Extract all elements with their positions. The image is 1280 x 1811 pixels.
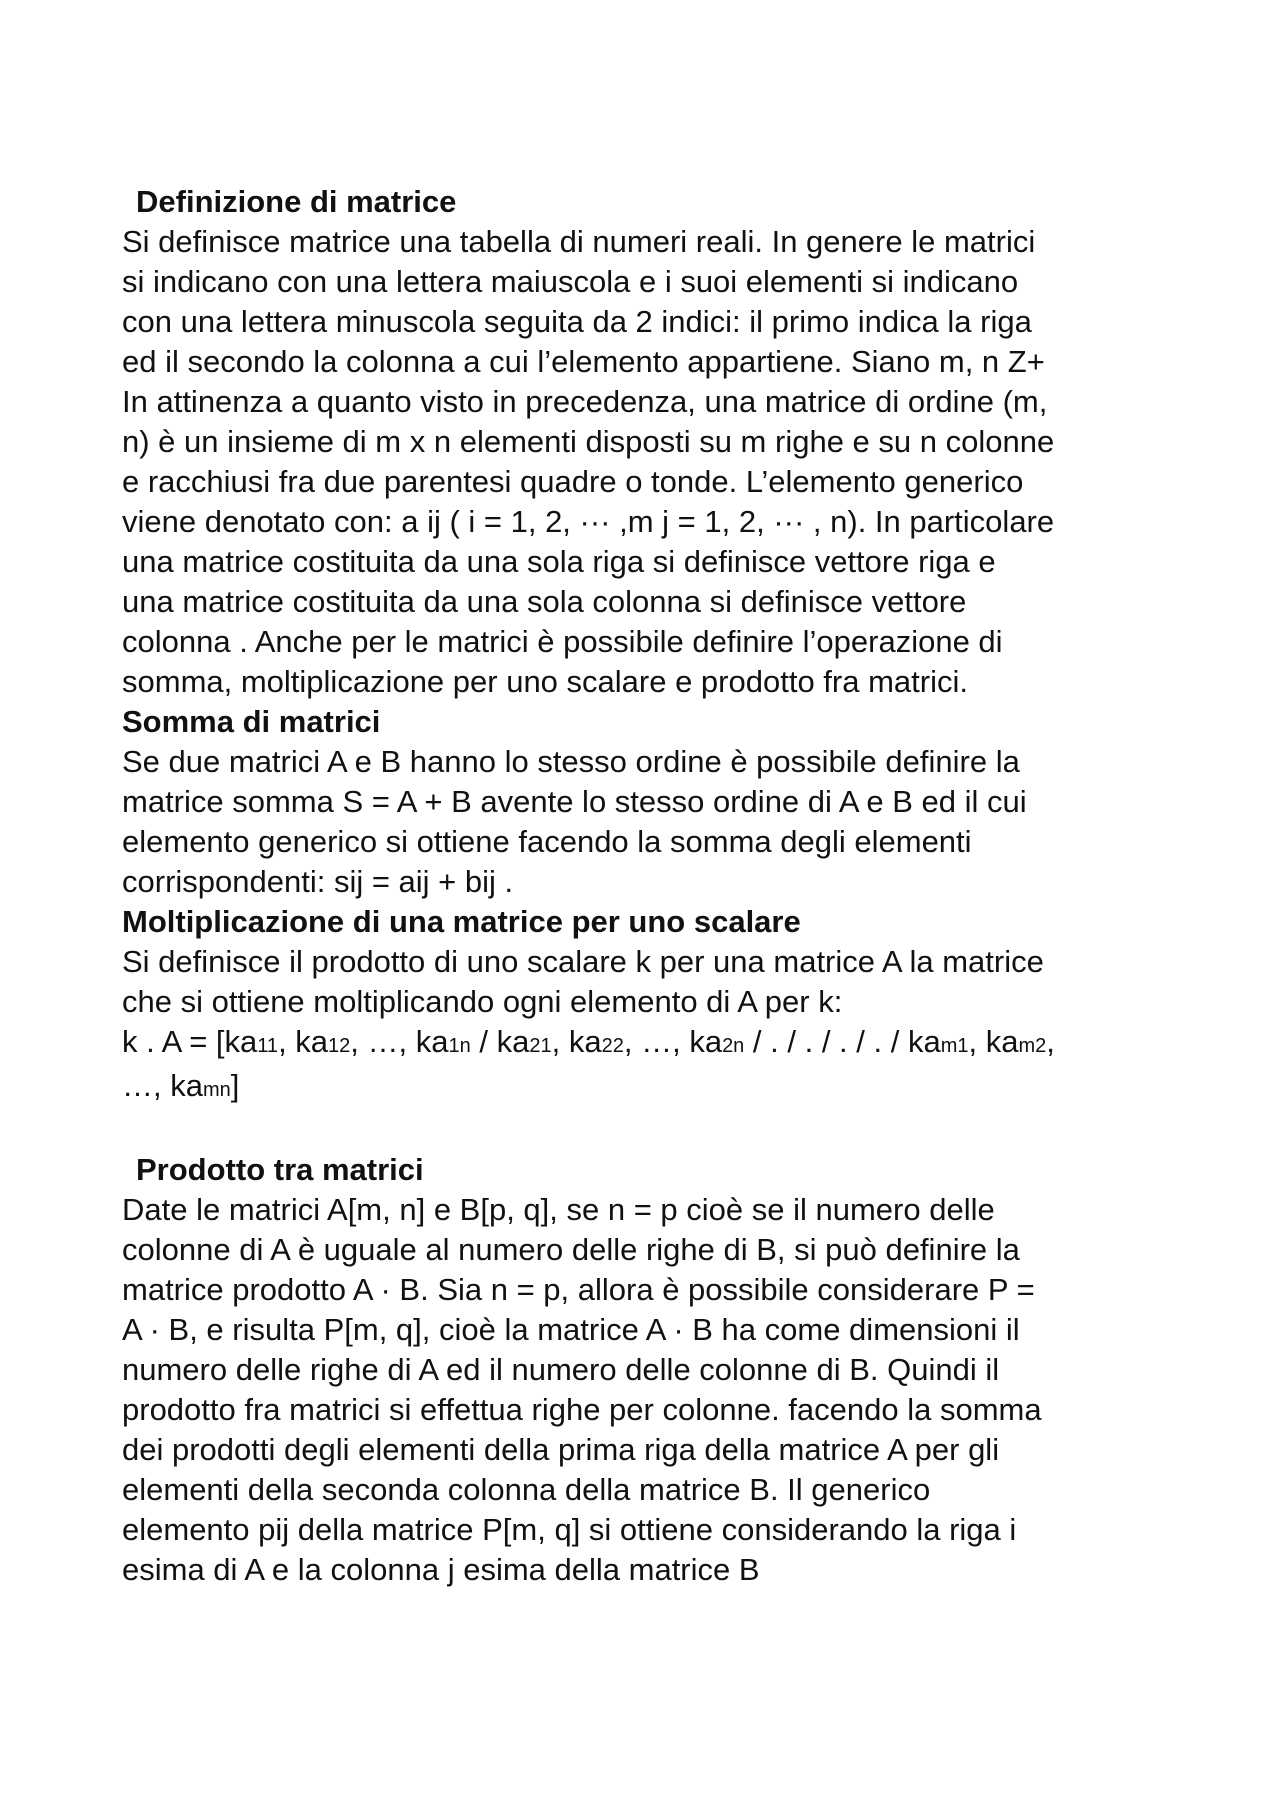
formula-line: k . A = [ka11, ka12, …, ka1n / ka21, ka22, …, ka2n / . / . / . / . / kam1, kam2,: [122, 1024, 1055, 1059]
paragraph-line: corrispondenti: sij = aij + bij .: [122, 864, 514, 899]
document-page: [122, 182, 1172, 1590]
paragraph-line: viene denotato con: a ij ( i = 1, 2, ··· ,m j = 1, 2, ··· , n). In particolare: [122, 504, 1055, 539]
blank-line: [122, 1110, 1172, 1150]
paragraph-line: Date le matrici A[m, n] e B[p, q], se n = p cioè se il numero delle: [122, 1192, 995, 1227]
paragraph-line: con una lettera minuscola seguita da 2 indici: il primo indica la riga: [122, 304, 1032, 339]
paragraph-line: A · B, e risulta P[m, q], cioè la matrice A · B ha come dimensioni il: [122, 1312, 1020, 1347]
section-title-scalare: Moltiplicazione di una matrice per uno scalare: [122, 904, 801, 939]
paragraph-line: e racchiusi fra due parentesi quadre o tonde. L’elemento generico: [122, 464, 1024, 499]
paragraph-line: matrice somma S = A + B avente lo stesso ordine di A e B ed il cui: [122, 784, 1027, 819]
section-title-somma: Somma di matrici: [122, 704, 381, 739]
section-title-prodotto: Prodotto tra matrici: [136, 1152, 424, 1187]
paragraph-line: dei prodotti degli elementi della prima riga della matrice A per gli: [122, 1432, 1000, 1467]
paragraph-line: Si definisce il prodotto di uno scalare k per una matrice A la matrice: [122, 944, 1044, 979]
paragraph-line: colonna . Anche per le matrici è possibile definire l’operazione di: [122, 624, 1003, 659]
paragraph-line: ed il secondo la colonna a cui l’elemento appartiene. Siano m, n Z+: [122, 344, 1045, 379]
paragraph-line: si indicano con una lettera maiuscola e i suoi elementi si indicano: [122, 264, 1019, 299]
paragraph-line: somma, moltiplicazione per uno scalare e prodotto fra matrici.: [122, 664, 968, 699]
paragraph-line: n) è un insieme di m x n elementi disposti su m righe e su n colonne: [122, 424, 1055, 459]
paragraph-line: numero delle righe di A ed il numero delle colonne di B. Quindi il: [122, 1352, 1000, 1387]
formula-line: …, kamn]: [122, 1068, 240, 1103]
paragraph-line: colonne di A è uguale al numero delle righe di B, si può definire la: [122, 1232, 1020, 1267]
paragraph-line: una matrice costituita da una sola riga si definisce vettore riga e: [122, 544, 996, 579]
paragraph-line: una matrice costituita da una sola colonna si definisce vettore: [122, 584, 967, 619]
paragraph-line: prodotto fra matrici si effettua righe per colonne. facendo la somma: [122, 1392, 1042, 1427]
paragraph-line: elementi della seconda colonna della matrice B. Il generico: [122, 1472, 931, 1507]
paragraph-line: matrice prodotto A · B. Sia n = p, allora è possibile considerare P =: [122, 1272, 1035, 1307]
paragraph-line: elemento pij della matrice P[m, q] si ottiene considerando la riga i: [122, 1512, 1017, 1547]
paragraph-line: esima di A e la colonna j esima della matrice B: [122, 1552, 760, 1587]
paragraph-line: Si definisce matrice una tabella di numeri reali. In genere le matrici: [122, 224, 1036, 259]
paragraph-line: Se due matrici A e B hanno lo stesso ordine è possibile definire la: [122, 744, 1020, 779]
paragraph-line: elemento generico si ottiene facendo la somma degli elementi: [122, 824, 972, 859]
section-title-definizione: Definizione di matrice: [136, 184, 457, 219]
paragraph-line: In attinenza a quanto visto in precedenza, una matrice di ordine (m,: [122, 384, 1048, 419]
paragraph-line: che si ottiene moltiplicando ogni elemento di A per k:: [122, 984, 843, 1019]
